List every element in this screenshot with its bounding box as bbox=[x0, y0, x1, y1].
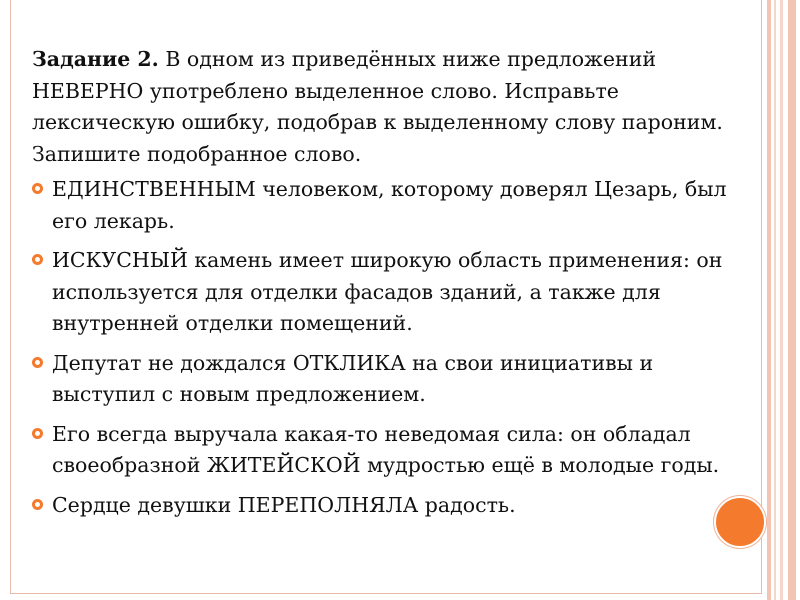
bullet-ring-icon bbox=[32, 357, 43, 368]
list-item bbox=[30, 348, 750, 411]
sentence-list bbox=[30, 174, 750, 521]
bullet-ring-icon bbox=[32, 183, 43, 194]
bullet-ring-icon bbox=[32, 254, 43, 265]
task-text: В одном из приведённых ниже предложений НЕВЕРНО употреблено выделенное слово. Исправьте лексическую ошибку, подобрав к выделенному слову пароним. Запишите подобранное слово. bbox=[32, 47, 723, 166]
decor-stripe bbox=[767, 0, 771, 600]
list-item bbox=[30, 245, 750, 340]
bullet-ring-icon bbox=[32, 499, 43, 510]
sentence-text: Его всегда выручала какая-то неведомая сила: он обладал своеобразной ЖИТЕЙСКОЙ мудростью ещё в молодые годы. bbox=[52, 421, 720, 477]
list-item bbox=[30, 419, 750, 482]
list-item bbox=[30, 490, 750, 522]
decor-stripe bbox=[774, 0, 776, 600]
bullet-ring-icon bbox=[32, 428, 43, 439]
sentence-text: ИСКУСНЫЙ камень имеет широкую область применения: он используется для отделки фасадов зданий, а также для внутренней отделки помещений. bbox=[52, 248, 723, 335]
task-label: Задание 2. bbox=[32, 47, 159, 71]
task-paragraph bbox=[30, 44, 750, 170]
sentence-text: ЕДИНСТВЕННЫМ человеком, которому доверял Цезарь, был его лекарь. bbox=[52, 177, 727, 233]
decor-stripe bbox=[780, 0, 783, 600]
slide-content bbox=[30, 44, 750, 529]
decor-circle-icon bbox=[714, 496, 766, 548]
decor-stripe bbox=[788, 0, 796, 600]
sentence-text: Сердце девушки ПЕРЕПОЛНЯЛА радость. bbox=[52, 492, 516, 517]
list-item bbox=[30, 174, 750, 237]
sentence-text: Депутат не дождался ОТКЛИКА на свои инициативы и выступил с новым предложением. bbox=[52, 350, 654, 406]
